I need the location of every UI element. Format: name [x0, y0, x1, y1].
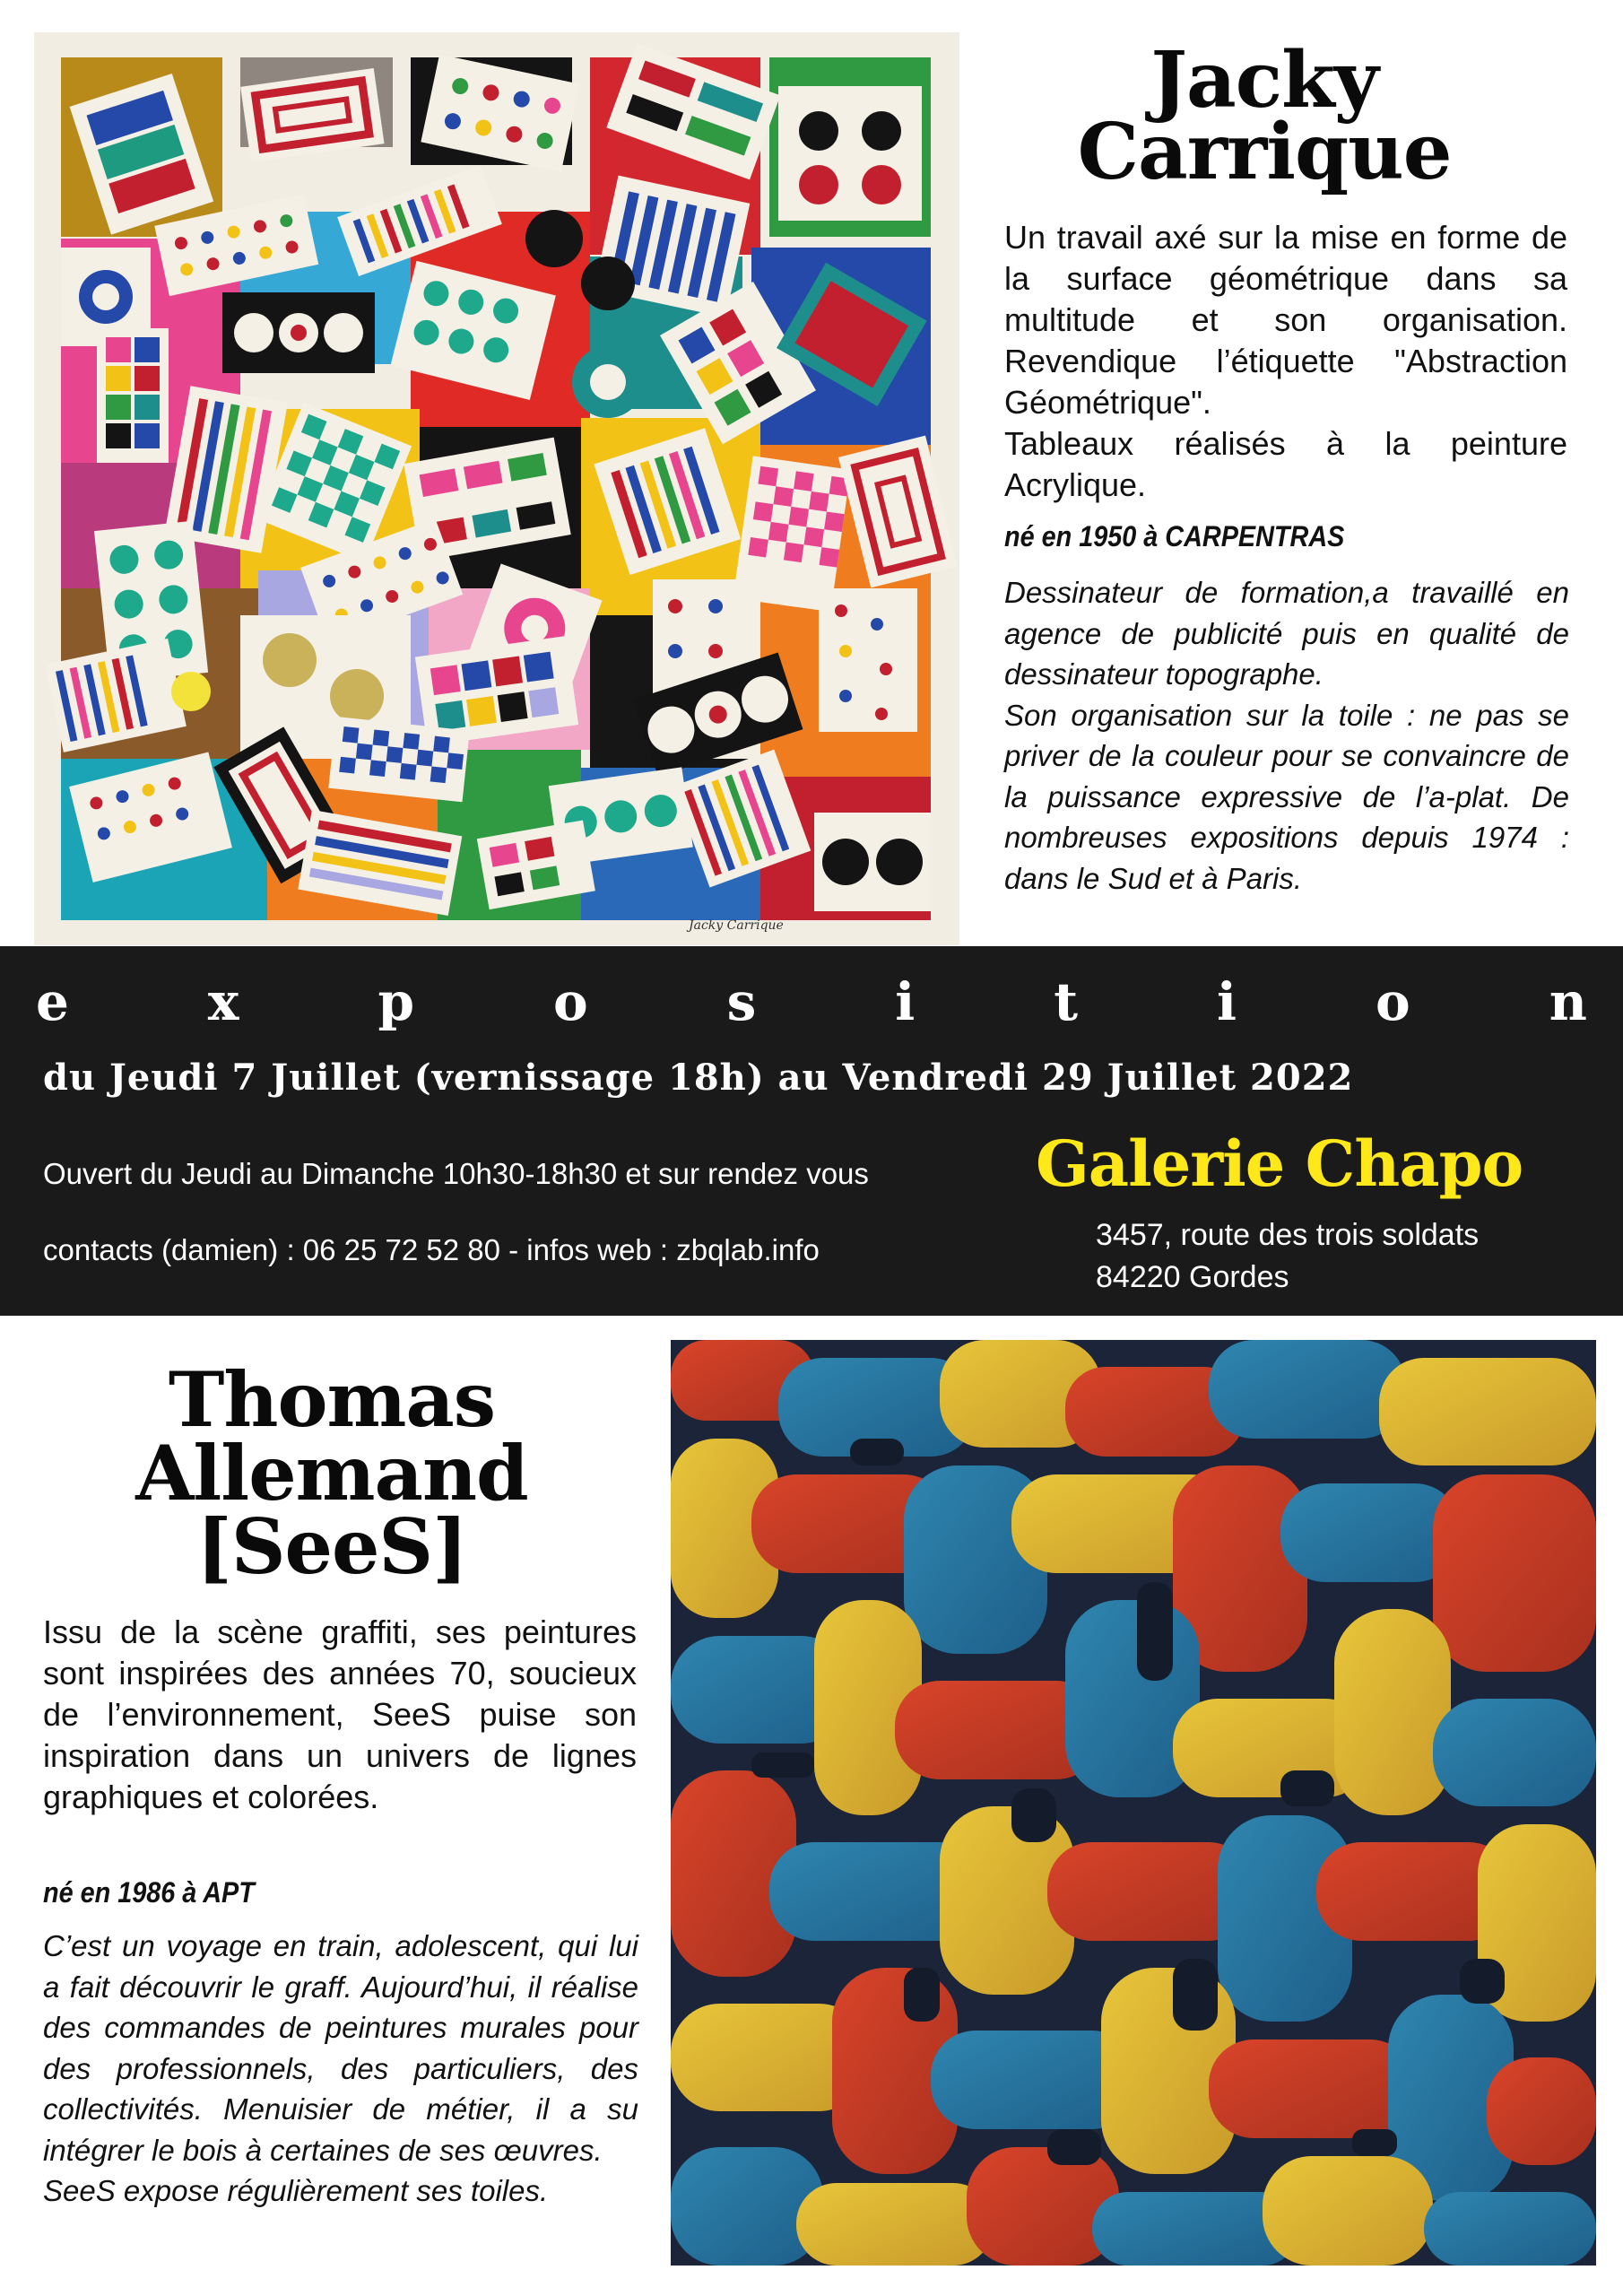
thomas-name-line3: [SeeS] — [196, 1502, 467, 1591]
thomas-story-text: C’est un voyage en train, adolescent, qui lui a fait découvrir le graff. Aujourd’hui, il réalise des commandes de peintures murales pour des professionnels, des particuliers, des collectivités. Menuisier de métier, il a su intégrer le bois à certaines de ses œuvres. — [43, 1929, 638, 2167]
jacky-birth-info: né en 1950 à CARPENTRAS — [1004, 520, 1345, 552]
thomas-allemand-name — [36, 1355, 628, 1591]
contact-info: contacts (damien) : 06 25 72 52 80 - infos web : zbqlab.info — [43, 1233, 820, 1266]
opening-hours: Ouvert du Jeudi au Dimanche 10h30-18h30 et sur rendez vous — [43, 1157, 869, 1190]
jacky-story — [1004, 572, 1569, 899]
jacky-story-text: Dessinateur de formation,a travaillé en agence de publicité puis en qualité de dessinateur topographe. — [1004, 576, 1569, 691]
painting-signature: Jacky Carrique — [689, 918, 784, 933]
thomas-name-line2: Allemand — [135, 1429, 528, 1518]
jacky-bio — [1004, 217, 1567, 506]
expo-letter: i — [1217, 971, 1237, 1032]
expo-letter: n — [1549, 971, 1587, 1032]
expo-letter: o — [552, 971, 588, 1032]
jacky-name-line1: Jacky — [1150, 35, 1378, 126]
expo-letter: x — [207, 971, 239, 1032]
expo-letter: i — [895, 971, 916, 1032]
exposition-title — [36, 971, 1587, 1032]
jacky-bio-text2: Tableaux réalisés à la peinture Acrylique. — [1004, 425, 1567, 503]
expo-letter: e — [36, 971, 69, 1032]
thomas-name-line1: Thomas — [168, 1355, 496, 1444]
expo-letter: o — [1376, 971, 1410, 1032]
gallery-address-city: 84220 Gordes — [1096, 1260, 1289, 1294]
expo-letter: s — [726, 971, 757, 1032]
thomas-bio: Issu de la scène graffiti, ses peintures sont inspirées des années 70, soucieux de l’environnement, SeeS puise son inspiration dans un univers de lignes graphiques et colorées. — [43, 1613, 637, 1815]
thomas-allemand-painting — [671, 1340, 1596, 2266]
gallery-name: Galerie Chapo — [1036, 1126, 1523, 1201]
jacky-carrique-name — [995, 35, 1533, 197]
jacky-name-line2: Carrique — [1077, 107, 1452, 197]
gallery-address-street: 3457, route des trois soldats — [1096, 1218, 1480, 1252]
jacky-bio-text: Un travail axé sur la mise en forme de la surface géométrique dans sa multitude et son organisation. Revendique l’étiquette "Abstraction Géométrique". — [1004, 219, 1567, 421]
expo-letter: p — [378, 971, 414, 1032]
exhibition-dates: du Jeudi 7 Juillet (vernissage 18h) au Vendredi 29 Juillet 2022 — [43, 1057, 1354, 1099]
expo-letter: t — [1054, 971, 1079, 1032]
thomas-story — [43, 1926, 638, 2212]
jacky-story-text2: Son organisation sur la toile : ne pas se priver de la couleur pour se convaincre de la puissance expressive de l’a-plat. De nombreuses expositions depuis 1974 : dans le Sud et à Paris. — [1004, 698, 1569, 895]
thomas-birth-info: né en 1986 à APT — [43, 1876, 255, 1909]
thomas-story-text2: SeeS expose régulièrement ses toiles. — [43, 2174, 549, 2207]
jacky-carrique-painting — [34, 32, 959, 945]
